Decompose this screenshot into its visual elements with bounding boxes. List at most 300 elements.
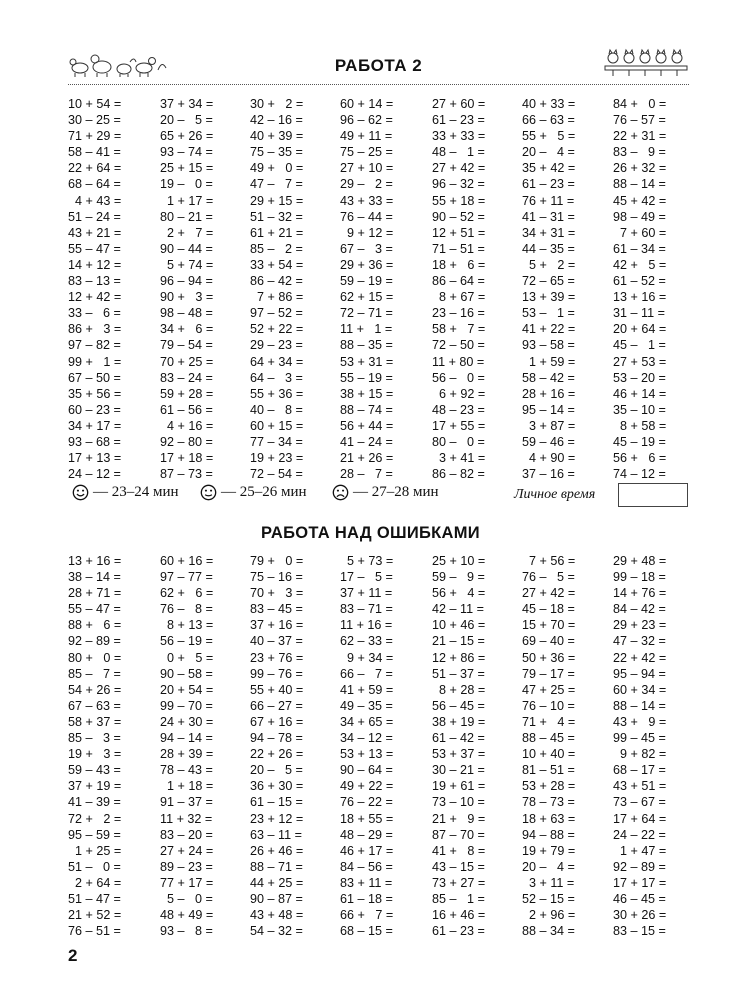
exercise: 2 + 64 = xyxy=(68,875,122,890)
exercise: 59 + 28 = xyxy=(160,386,214,401)
exercise: 34 + 17 = xyxy=(68,418,122,433)
exercise: 55 – 19 = xyxy=(340,370,393,385)
exercise: 52 + 22 = xyxy=(250,322,304,337)
exercise: 83 – 13 = xyxy=(68,274,121,289)
exercise: 46 + 17 = xyxy=(340,843,394,858)
personal-time-box[interactable] xyxy=(618,483,688,507)
exercise: 88 – 45 = xyxy=(522,731,575,746)
exercise: 76 – 10 = xyxy=(522,698,575,713)
exercise-row xyxy=(68,144,688,160)
exercise: 76 – 51 = xyxy=(68,924,121,939)
exercise: 23 + 76 = xyxy=(250,650,304,665)
exercise: 92 – 89 = xyxy=(613,859,666,874)
timing-neutral xyxy=(200,484,307,501)
exercise: 29 + 15 = xyxy=(250,193,304,208)
exercise: 87 – 70 = xyxy=(432,827,485,842)
exercise-row xyxy=(68,714,688,730)
exercise: 10 + 40 = xyxy=(522,747,576,762)
exercise: 20 – 5 = xyxy=(160,113,213,128)
exercise: 50 + 36 = xyxy=(522,650,576,665)
exercise: 48 – 23 = xyxy=(432,402,485,417)
exercise-row xyxy=(68,682,688,698)
exercise: 58 + 7 = xyxy=(432,322,486,337)
exercise: 49 + 0 = xyxy=(250,161,304,176)
exercise: 55 + 18 = xyxy=(432,193,486,208)
exercise: 26 + 46 = xyxy=(250,843,304,858)
exercise: 17 + 55 = xyxy=(432,418,486,433)
exercise: 99 + 1 = xyxy=(68,354,122,369)
exercise: 7 + 86 = xyxy=(250,290,304,305)
exercise: 28 + 39 = xyxy=(160,747,214,762)
exercise: 42 – 16 = xyxy=(250,113,303,128)
exercise: 68 – 64 = xyxy=(68,177,121,192)
exercise: 4 + 90 = xyxy=(522,451,576,466)
exercise-row xyxy=(68,354,688,370)
exercise: 72 – 54 = xyxy=(250,467,303,482)
exercise: 55 – 47 = xyxy=(68,241,121,256)
exercise: 19 + 79 = xyxy=(522,843,576,858)
exercise: 61 – 52 = xyxy=(613,274,666,289)
exercise: 98 – 49 = xyxy=(613,209,666,224)
exercise: 83 – 20 = xyxy=(160,827,213,842)
exercise: 9 + 34 = xyxy=(340,650,394,665)
exercise: 75 – 25 = xyxy=(340,145,393,160)
exercise-row xyxy=(68,402,688,418)
exercise: 90 – 64 = xyxy=(340,763,393,778)
exercise: 51 – 32 = xyxy=(250,209,303,224)
exercise: 99 – 45 = xyxy=(613,731,666,746)
exercise: 72 – 50 = xyxy=(432,338,485,353)
work1-exercises xyxy=(68,96,688,482)
exercise: 24 + 30 = xyxy=(160,714,214,729)
exercise: 95 – 59 = xyxy=(68,827,121,842)
exercise: 58 – 42 = xyxy=(522,370,575,385)
exercise: 41 – 39 = xyxy=(68,795,121,810)
exercise: 19 + 23 = xyxy=(250,451,304,466)
exercise: 88 – 14 = xyxy=(613,698,666,713)
exercise: 41 – 31 = xyxy=(522,209,575,224)
exercise: 80 + 0 = xyxy=(68,650,122,665)
exercise: 37 + 16 = xyxy=(250,618,304,633)
exercise: 11 + 80 = xyxy=(432,354,485,369)
exercise: 73 + 27 = xyxy=(432,875,486,890)
exercise-row xyxy=(68,225,688,241)
exercise-row xyxy=(68,257,688,273)
exercise: 76 – 5 = xyxy=(522,570,575,585)
exercise: 11 + 32 = xyxy=(160,811,213,826)
timing-happy-text: — 23–24 мин xyxy=(93,484,179,500)
exercise: 74 – 12 = xyxy=(613,467,666,482)
exercise: 53 + 31 = xyxy=(340,354,394,369)
exercise: 72 – 71 = xyxy=(340,306,393,321)
exercise-row xyxy=(68,305,688,321)
exercise: 29 + 23 = xyxy=(613,618,667,633)
exercise: 60 + 16 = xyxy=(160,554,214,568)
exercise: 61 – 42 = xyxy=(432,731,485,746)
exercise: 48 – 1 = xyxy=(432,145,485,160)
exercise: 8 + 13 = xyxy=(160,618,214,633)
exercise: 46 – 45 = xyxy=(613,891,666,906)
exercise: 37 + 19 = xyxy=(68,779,122,794)
exercise-row xyxy=(68,923,688,939)
exercise: 2 + 96 = xyxy=(522,908,576,923)
exercise: 76 – 44 = xyxy=(340,209,393,224)
exercise-row xyxy=(68,418,688,434)
exercise-row xyxy=(68,553,688,569)
exercise-row xyxy=(68,827,688,843)
exercise: 51 – 0 = xyxy=(68,859,121,874)
exercise: 3 + 41 = xyxy=(432,451,486,466)
exercise: 87 – 73 = xyxy=(160,467,213,482)
exercise: 24 – 12 = xyxy=(68,467,121,482)
exercise: 90 – 58 = xyxy=(160,666,213,681)
exercise: 4 + 16 = xyxy=(160,418,214,433)
exercise-row xyxy=(68,112,688,128)
exercise: 98 – 48 = xyxy=(160,306,213,321)
exercise: 81 – 51 = xyxy=(522,763,575,778)
timing-happy xyxy=(72,484,179,501)
exercise: 66 – 63 = xyxy=(522,113,575,128)
exercise: 10 + 54 = xyxy=(68,97,122,111)
exercise: 92 – 80 = xyxy=(160,434,213,449)
exercise: 71 + 29 = xyxy=(68,129,122,144)
exercise: 85 – 1 = xyxy=(432,891,485,906)
exercise: 34 + 31 = xyxy=(522,225,576,240)
exercise: 34 – 12 = xyxy=(340,731,393,746)
exercise: 19 + 3 = xyxy=(68,747,122,762)
exercise: 61 – 23 = xyxy=(432,924,485,939)
exercise: 28 + 16 = xyxy=(522,386,576,401)
exercise: 62 + 6 = xyxy=(160,586,214,601)
exercise: 37 + 11 = xyxy=(340,586,393,601)
exercise: 19 + 61 = xyxy=(432,779,486,794)
exercise: 13 + 16 = xyxy=(68,554,122,568)
exercise: 41 + 59 = xyxy=(340,682,394,697)
exercise: 88 – 14 = xyxy=(613,177,666,192)
exercise: 40 – 37 = xyxy=(250,634,303,649)
exercise: 58 + 37 = xyxy=(68,714,122,729)
exercise: 56 – 45 = xyxy=(432,698,485,713)
exercise: 96 – 62 = xyxy=(340,113,393,128)
exercise: 48 – 29 = xyxy=(340,827,393,842)
exercise: 21 + 9 = xyxy=(432,811,486,826)
exercise: 20 + 54 = xyxy=(160,682,214,697)
exercise: 13 + 16 = xyxy=(613,290,667,305)
exercise: 43 + 48 = xyxy=(250,908,304,923)
exercise: 71 – 51 = xyxy=(432,241,485,256)
exercise: 88 – 34 = xyxy=(522,924,575,939)
exercise: 97 – 77 = xyxy=(160,570,213,585)
exercise-row xyxy=(68,891,688,907)
exercise: 68 – 17 = xyxy=(613,763,666,778)
exercise: 27 + 10 = xyxy=(340,161,394,176)
exercise: 94 – 88 = xyxy=(522,827,575,842)
exercise: 53 + 13 = xyxy=(340,747,394,762)
exercise: 90 – 87 = xyxy=(250,891,303,906)
exercise: 38 + 15 = xyxy=(340,386,394,401)
exercise-row xyxy=(68,289,688,305)
exercise: 42 + 5 = xyxy=(613,257,667,272)
exercise: 12 + 86 = xyxy=(432,650,486,665)
exercise: 95 – 94 = xyxy=(613,666,666,681)
exercise: 17 + 18 = xyxy=(160,451,214,466)
exercise: 11 + 1 = xyxy=(340,322,393,337)
exercise: 61 – 56 = xyxy=(160,402,213,417)
exercise: 16 + 46 = xyxy=(432,908,486,923)
exercise: 67 – 63 = xyxy=(68,698,121,713)
exercise: 23 – 16 = xyxy=(432,306,485,321)
exercise: 41 + 22 = xyxy=(522,322,576,337)
exercise-row xyxy=(68,569,688,585)
exercise: 67 + 16 = xyxy=(250,714,304,729)
exercise: 1 + 59 = xyxy=(522,354,576,369)
exercise-row xyxy=(68,96,688,112)
exercise: 29 – 23 = xyxy=(250,338,303,353)
exercise: 79 – 17 = xyxy=(522,666,575,681)
exercise: 17 + 17 = xyxy=(613,875,667,890)
exercise: 47 – 7 = xyxy=(250,177,303,192)
exercise: 66 – 7 = xyxy=(340,666,393,681)
exercise: 60 + 15 = xyxy=(250,418,304,433)
exercise: 90 – 52 = xyxy=(432,209,485,224)
exercise: 64 – 3 = xyxy=(250,370,303,385)
exercise: 90 + 3 = xyxy=(160,290,214,305)
exercise-row xyxy=(68,434,688,450)
exercise: 72 + 2 = xyxy=(68,811,122,826)
exercise: 14 + 76 = xyxy=(613,586,667,601)
exercise: 45 – 1 = xyxy=(613,338,666,353)
exercise: 3 + 11 = xyxy=(522,875,575,890)
exercise: 53 + 37 = xyxy=(432,747,486,762)
exercise-row xyxy=(68,585,688,601)
exercise: 84 + 0 = xyxy=(613,97,667,111)
exercise-row xyxy=(68,650,688,666)
exercise: 5 – 0 = xyxy=(160,891,213,906)
exercise: 5 + 2 = xyxy=(522,257,576,272)
exercise: 40 – 8 = xyxy=(250,402,303,417)
exercise-row xyxy=(68,746,688,762)
exercise: 59 – 9 = xyxy=(432,570,485,585)
exercise: 55 – 47 = xyxy=(68,602,121,617)
exercise-row xyxy=(68,859,688,875)
exercise: 30 + 26 = xyxy=(613,908,667,923)
exercise: 75 – 35 = xyxy=(250,145,303,160)
exercise: 83 – 71 = xyxy=(340,602,393,617)
exercise: 3 + 87 = xyxy=(522,418,576,433)
exercise: 61 – 23 = xyxy=(432,113,485,128)
exercise: 37 – 16 = xyxy=(522,467,575,482)
exercise: 28 – 7 = xyxy=(340,467,393,482)
exercise: 22 + 26 = xyxy=(250,747,304,762)
timing-neutral-text: — 25–26 мин xyxy=(221,484,307,500)
exercise-row xyxy=(68,321,688,337)
exercise: 84 – 42 = xyxy=(613,602,666,617)
exercise: 70 + 25 = xyxy=(160,354,214,369)
exercise: 20 – 4 = xyxy=(522,145,575,160)
exercise: 96 – 94 = xyxy=(160,274,213,289)
exercise-row xyxy=(68,617,688,633)
exercise-row xyxy=(68,273,688,289)
exercise: 78 – 43 = xyxy=(160,763,213,778)
exercise: 43 + 51 = xyxy=(613,779,667,794)
exercise: 29 + 48 = xyxy=(613,554,667,568)
exercise-row xyxy=(68,386,688,402)
exercise-row xyxy=(68,370,688,386)
exercise: 27 + 53 = xyxy=(613,354,667,369)
exercise-row xyxy=(68,762,688,778)
exercise: 53 + 28 = xyxy=(522,779,576,794)
exercise-row xyxy=(68,907,688,923)
exercise: 70 + 3 = xyxy=(250,586,304,601)
exercise: 68 – 15 = xyxy=(340,924,393,939)
exercise: 56 + 4 = xyxy=(432,586,486,601)
exercise: 73 – 10 = xyxy=(432,795,485,810)
exercise: 27 + 60 = xyxy=(432,97,486,111)
exercise: 42 – 11 = xyxy=(432,602,484,617)
exercise: 53 – 1 = xyxy=(522,306,575,321)
exercise: 86 – 82 = xyxy=(432,467,485,482)
exercise: 85 – 7 = xyxy=(68,666,121,681)
exercise: 92 – 89 = xyxy=(68,634,121,649)
exercise: 5 + 74 = xyxy=(160,257,214,272)
exercise: 60 – 23 = xyxy=(68,402,121,417)
exercise: 41 – 24 = xyxy=(340,434,393,449)
smiley-happy-icon xyxy=(72,484,89,501)
exercise: 31 – 11 = xyxy=(613,306,665,321)
exercise: 75 – 16 = xyxy=(250,570,303,585)
exercise-row xyxy=(68,843,688,859)
exercise: 67 – 50 = xyxy=(68,370,121,385)
exercise-row xyxy=(68,666,688,682)
exercise: 63 – 11 = xyxy=(250,827,302,842)
smiley-sad-icon xyxy=(332,484,349,501)
exercise: 24 – 22 = xyxy=(613,827,666,842)
exercise-row xyxy=(68,450,688,466)
exercise: 51 – 24 = xyxy=(68,209,121,224)
exercise: 30 – 25 = xyxy=(68,113,121,128)
exercise: 60 + 34 = xyxy=(613,682,667,697)
exercise: 21 + 26 = xyxy=(340,451,394,466)
exercise: 76 – 22 = xyxy=(340,795,393,810)
exercise: 51 – 37 = xyxy=(432,666,485,681)
exercise: 66 – 27 = xyxy=(250,698,303,713)
exercise: 1 + 25 = xyxy=(68,843,122,858)
exercise: 69 – 40 = xyxy=(522,634,575,649)
exercise: 58 – 41 = xyxy=(68,145,121,160)
exercise: 45 + 42 = xyxy=(613,193,667,208)
exercise: 8 + 67 = xyxy=(432,290,486,305)
exercise: 33 – 6 = xyxy=(68,306,121,321)
exercise: 80 – 0 = xyxy=(432,434,485,449)
exercise: 85 – 3 = xyxy=(68,731,121,746)
exercise: 99 – 70 = xyxy=(160,698,213,713)
work-header xyxy=(68,46,689,85)
exercise: 76 + 11 = xyxy=(522,193,575,208)
exercise: 88 – 35 = xyxy=(340,338,393,353)
exercise: 76 – 8 = xyxy=(160,602,213,617)
exercise: 85 – 2 = xyxy=(250,241,303,256)
work2-exercises xyxy=(68,553,688,939)
exercise: 86 – 64 = xyxy=(432,274,485,289)
exercise: 60 + 14 = xyxy=(340,97,394,111)
exercise: 46 + 14 = xyxy=(613,386,667,401)
exercise: 86 – 42 = xyxy=(250,274,303,289)
exercise-row xyxy=(68,698,688,714)
exercise: 35 + 42 = xyxy=(522,161,576,176)
exercise: 45 – 19 = xyxy=(613,434,666,449)
exercise: 77 + 17 = xyxy=(160,875,214,890)
exercise: 47 + 25 = xyxy=(522,682,576,697)
exercise: 13 + 39 = xyxy=(522,290,576,305)
exercise: 34 + 6 = xyxy=(160,322,214,337)
exercise: 49 – 35 = xyxy=(340,698,393,713)
exercise: 84 – 56 = xyxy=(340,859,393,874)
exercise: 9 + 82 = xyxy=(613,747,667,762)
exercise: 80 – 21 = xyxy=(160,209,213,224)
exercise: 21 – 15 = xyxy=(432,634,485,649)
exercise: 38 + 19 = xyxy=(432,714,486,729)
exercise: 20 + 64 = xyxy=(613,322,667,337)
exercise: 40 + 33 = xyxy=(522,97,576,111)
exercise: 93 – 74 = xyxy=(160,145,213,160)
exercise: 27 + 42 = xyxy=(432,161,486,176)
exercise: 36 + 30 = xyxy=(250,779,304,794)
exercise-row xyxy=(68,209,688,225)
page-number: 2 xyxy=(68,946,78,965)
exercise-row xyxy=(68,337,688,353)
exercise: 1 + 18 = xyxy=(160,779,214,794)
exercise: 27 + 24 = xyxy=(160,843,214,858)
exercise-row xyxy=(68,633,688,649)
exercise: 54 – 32 = xyxy=(250,924,303,939)
exercise-row xyxy=(68,128,688,144)
exercise: 95 – 14 = xyxy=(522,402,575,417)
exercise: 59 – 43 = xyxy=(68,763,121,778)
exercise: 90 – 44 = xyxy=(160,241,213,256)
exercise: 33 + 54 = xyxy=(250,257,304,272)
exercise: 12 + 42 = xyxy=(68,290,122,305)
exercise: 88 – 71 = xyxy=(250,859,303,874)
exercise: 44 – 35 = xyxy=(522,241,575,256)
exercise: 94 – 14 = xyxy=(160,731,213,746)
exercise: 49 + 11 = xyxy=(340,129,393,144)
exercise: 5 + 73 = xyxy=(340,554,394,568)
exercise: 96 – 32 = xyxy=(432,177,485,192)
exercise: 94 – 78 = xyxy=(250,731,303,746)
exercise: 22 + 64 = xyxy=(68,161,122,176)
exercise: 79 – 54 = xyxy=(160,338,213,353)
exercise: 88 + 6 = xyxy=(68,618,122,633)
exercise: 61 – 18 = xyxy=(340,891,393,906)
exercise: 86 + 3 = xyxy=(68,322,122,337)
exercise: 77 – 34 = xyxy=(250,434,303,449)
exercise: 66 + 7 = xyxy=(340,908,394,923)
exercise: 43 – 15 = xyxy=(432,859,485,874)
exercise: 72 – 65 = xyxy=(522,274,575,289)
exercise: 29 – 2 = xyxy=(340,177,393,192)
exercise: 99 – 76 = xyxy=(250,666,303,681)
exercise-row xyxy=(68,730,688,746)
exercise: 7 + 60 = xyxy=(613,225,667,240)
exercise: 48 + 49 = xyxy=(160,908,214,923)
exercise: 73 – 67 = xyxy=(613,795,666,810)
exercise: 76 – 57 = xyxy=(613,113,666,128)
exercise: 83 – 9 = xyxy=(613,145,666,160)
exercise: 59 – 19 = xyxy=(340,274,393,289)
exercise: 22 + 42 = xyxy=(613,650,667,665)
timing-sad-text: — 27–28 мин xyxy=(353,484,439,500)
exercise: 25 + 15 = xyxy=(160,161,214,176)
